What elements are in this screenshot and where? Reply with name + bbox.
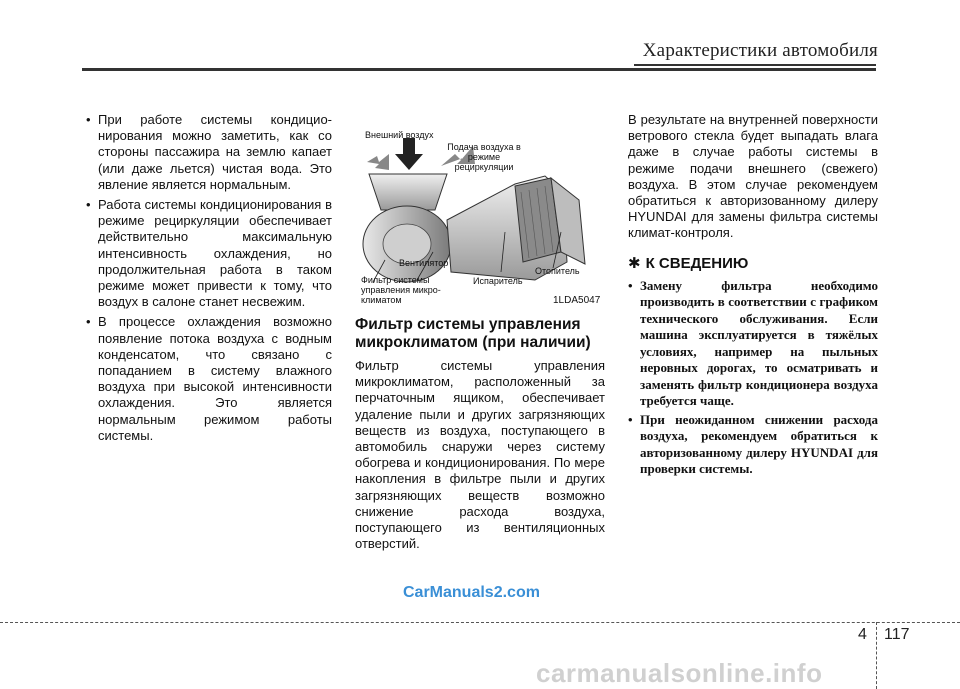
header-rule-short xyxy=(634,64,876,66)
section-paragraph: Фильтр системы управления микроклиматом, расположенный за перчаточным ящиком, обеспечивает удаление пыли и других загрязняющих веществ из воздуха, поступающего в автомобиль снаружи через систему обогрева и кондиционирования. По мере накопления в фильтре пыли и других загрязняющих веществ возможно снижение расхода воздуха, поступающего из вентиляционных отверстий. xyxy=(355,358,605,552)
label-heater: Отопитель xyxy=(535,266,580,276)
footer-watermark: carmanualsonline.info xyxy=(536,658,823,688)
notice-star-icon: ✱ xyxy=(628,254,641,272)
list-item: • Замену фильтра необходимо производить в соответствии с графиком технического обслуживания. Если машина эксплуатируется в тяжёлых условиях, например на пыльных неровных дорогах, то осматривать и заменять фильтр кондиционера воздуха требуется чаще. xyxy=(628,278,878,410)
label-outside-air: Внешний воздух xyxy=(365,130,434,140)
list-item: • В процессе охлаждения возможно появление потока воздуха с водным конденсатом, что связано с попаданием в систему влажного воздуха при высокой интенсивности охлаждения. Это является нормальным режимом работы системы. xyxy=(82,314,332,444)
column-left xyxy=(82,112,332,448)
continued-paragraph: В результате на внутренней поверхности ветрового стекла будет выпадать влага даже в случае работы системы в режиме подачи внешнего (свежего) воздуха. В этом случае рекомендуем обратиться к авторизованному дилеру HYUNDAI для замены фильтра системы климат-контроля. xyxy=(628,112,878,241)
label-evaporator: Испаритель xyxy=(473,276,523,286)
footer-divider xyxy=(876,622,877,689)
notice-title: К СВЕДЕНИЮ xyxy=(645,254,749,272)
notice-heading xyxy=(628,256,878,272)
column-middle xyxy=(355,316,605,552)
bullet-list xyxy=(82,112,332,444)
label-recirculation: Подача воздуха в режиме рециркуляции xyxy=(447,142,521,172)
column-right xyxy=(628,112,878,480)
page-number: 117 xyxy=(884,626,910,643)
notice-list xyxy=(628,278,878,478)
label-fan: Вентилятор xyxy=(399,258,449,268)
list-item: • Работа системы кондиционирования в режиме рециркуляции обеспечивает действительно максимальную интенсивность охлаждения, но продолжительная работа в таком режиме может привести к тому, что воздух в салоне станет несвежим. xyxy=(82,197,332,310)
watermark-link[interactable]: CarManuals2.com xyxy=(403,584,540,601)
header-rule xyxy=(82,68,876,71)
hvac-diagram xyxy=(355,112,605,308)
chapter-number: 4 xyxy=(858,626,867,643)
list-item: • При неожиданном снижении расхода воздуха, рекомендуем обратиться к авторизованному дилеру HYUNDAI для проверки системы. xyxy=(628,412,878,478)
list-item: • При работе системы кондицио-нирования можно заметить, как со стороны пассажира на землю капает (или даже льется) чистая вода. Это явление является нормальным. xyxy=(82,112,332,193)
page-header-title: Характеристики автомобиля xyxy=(642,40,878,61)
diagram-code: 1LDA5047 xyxy=(553,295,601,306)
footer-rule xyxy=(0,622,960,623)
label-filter: Фильтр системы управления микро-климатом xyxy=(361,275,441,305)
section-title: Фильтр системы управления микроклиматом (при наличии) xyxy=(355,316,591,351)
